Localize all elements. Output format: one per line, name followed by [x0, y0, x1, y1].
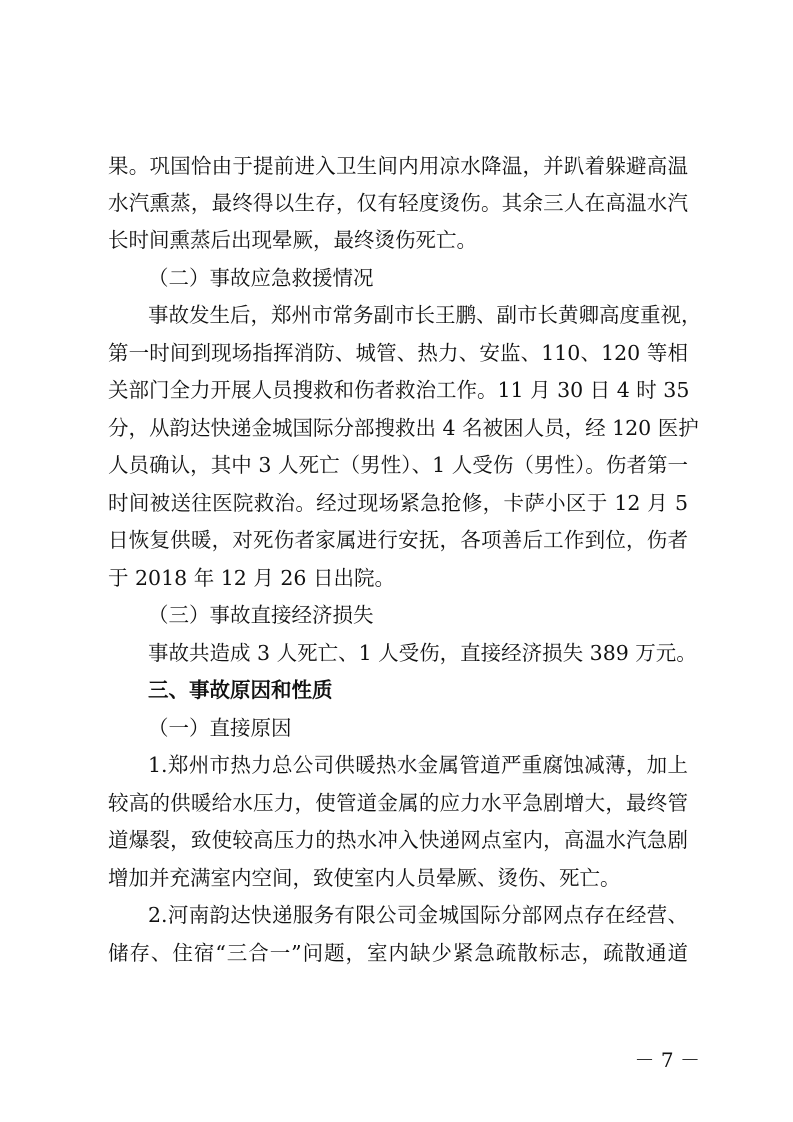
page-number: － 7 －: [634, 1048, 700, 1072]
body-text-line: 长时间熏蒸后出现晕厥，最终烫伤死亡。: [108, 228, 477, 252]
body-text-line: 1.郑州市热力总公司供暖热水金属管道严重腐蚀减薄，加上: [148, 753, 688, 777]
body-text-line: 事故发生后，郑州市常务副市长王鹏、副市长黄卿高度重视，: [148, 303, 702, 327]
body-text-line: 人员确认，其中 3 人死亡（男性）、1 人受伤（男性）。伤者第一: [108, 453, 688, 477]
body-text-line: 增加并充满室内空间，致使室内人员晕厥、烫伤、死亡。: [108, 866, 621, 890]
body-text-line: 事故共造成 3 人死亡、1 人受伤，直接经济损失 389 万元。: [148, 641, 697, 665]
body-text-line: 水汽熏蒸，最终得以生存，仅有轻度烫伤。其余三人在高温水汽: [108, 191, 688, 215]
section-heading: （一）直接原因: [148, 716, 292, 740]
body-text-line: 果。巩国恰由于提前进入卫生间内用凉水降温，并趴着躲避高温: [108, 154, 688, 178]
section-heading: （三）事故直接经济损失: [148, 603, 374, 627]
body-text-line: 较高的供暖给水压力，使管道金属的应力水平急剧增大，最终管: [108, 791, 688, 815]
chapter-heading: 三、事故原因和性质: [148, 678, 333, 702]
body-text-line: 分，从韵达快递金城国际分部搜救出 4 名被困人员，经 120 医护: [108, 416, 699, 440]
section-heading: （二）事故应急救援情况: [148, 266, 374, 290]
body-text-line: 第一时间到现场指挥消防、城管、热力、安监、110、120 等相: [108, 341, 688, 365]
body-text-line: 于 2018 年 12 月 26 日出院。: [108, 566, 395, 590]
body-text-line: 储存、住宿“三合一”问题，室内缺少紧急疏散标志，疏散通道: [108, 941, 688, 965]
body-text-line: 日恢复供暖，对死伤者家属进行安抚，各项善后工作到位，伤者: [108, 528, 688, 552]
body-text-line: 2.河南韵达快递服务有限公司金城国际分部网点存在经营、: [148, 903, 688, 927]
body-text-line: 时间被送往医院救治。经过现场紧急抢修，卡萨小区于 12 月 5: [108, 491, 688, 515]
body-text-line: 道爆裂，致使较高压力的热水冲入快递网点室内，高温水汽急剧: [108, 828, 688, 852]
body-text-line: 关部门全力开展人员搜救和伤者救治工作。11 月 30 日 4 时 35: [108, 378, 690, 402]
